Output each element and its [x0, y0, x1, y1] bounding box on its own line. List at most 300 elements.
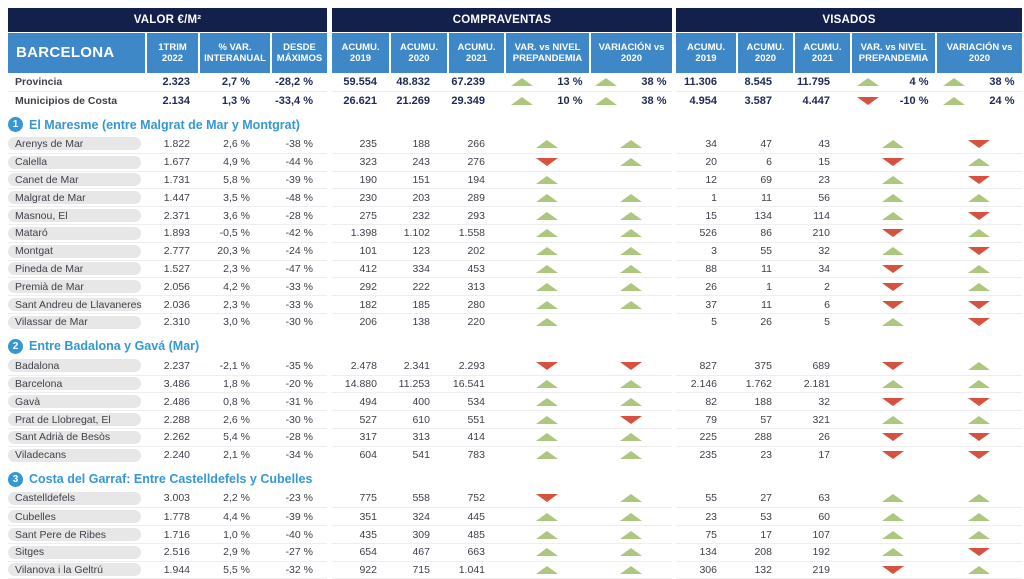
triangle-up-icon — [882, 513, 904, 521]
triangle-up-icon — [536, 433, 558, 441]
table-row — [0, 561, 1024, 579]
compraventas-cell: 203 — [412, 191, 430, 204]
table-row — [0, 507, 1024, 525]
valor-cell: 2.486 — [163, 395, 190, 408]
row-group — [8, 153, 327, 171]
indicator-value: 10 % — [557, 94, 583, 107]
column-header: ACUMU. 2019 — [341, 41, 380, 64]
municipality-name — [8, 544, 145, 561]
compraventas-cell: 414 — [467, 431, 485, 444]
valor-cell: 1.778 — [163, 510, 190, 523]
section-number-badge: 2 — [8, 339, 23, 354]
cv-prepandemia-indicator — [504, 490, 589, 508]
valor-cell: -34 % — [285, 449, 313, 462]
row-group — [8, 135, 327, 153]
vis-prepandemia-indicator — [850, 562, 935, 578]
visados-cell: 134 — [754, 209, 772, 222]
visados-cell: 23 — [760, 449, 772, 462]
name-pill — [8, 191, 141, 204]
visados-cell: 43 — [818, 137, 830, 150]
valor-cell: -33 % — [285, 280, 313, 293]
visados-cell: 34 — [818, 262, 830, 275]
section-title: Entre Badalona y Gavá (Mar) — [29, 339, 200, 354]
triangle-down-icon — [536, 158, 558, 166]
vis-var2020-indicator — [935, 135, 1022, 153]
name-pill — [8, 137, 141, 150]
cv-prepandemia-indicator — [504, 376, 589, 393]
compraventas-cell: 59.554 — [343, 76, 377, 88]
triangle-up-icon — [882, 194, 904, 202]
valor-cell: 3,0 % — [223, 316, 250, 329]
triangle-up-icon — [943, 97, 965, 105]
cv-var2020-indicator — [589, 526, 672, 543]
visados-cell: 210 — [812, 227, 830, 240]
visados-cell: 321 — [812, 413, 830, 426]
name-pill — [8, 510, 141, 523]
compraventas-cell: 324 — [412, 510, 430, 523]
triangle-up-icon — [882, 548, 904, 556]
visados-cell: 5 — [824, 316, 830, 329]
column-header: % VAR. INTERANUAL — [198, 33, 270, 73]
vis-prepandemia-indicator — [850, 207, 935, 224]
valor-cell: 2,1 % — [223, 449, 250, 462]
compraventas-cell: 276 — [467, 156, 485, 169]
compraventas-cell: 21.269 — [396, 94, 430, 107]
name-pill — [8, 413, 141, 426]
municipality-name — [8, 189, 145, 206]
compraventas-cell: 190 — [359, 173, 377, 186]
valor-cell: -32 % — [285, 563, 313, 576]
table-row — [0, 410, 1024, 428]
compraventas-cell: 222 — [412, 280, 430, 293]
cv-var2020-indicator — [589, 154, 672, 171]
row-group — [676, 153, 1022, 171]
municipality-name — [8, 92, 145, 109]
vis-prepandemia-indicator — [850, 261, 935, 278]
triangle-up-icon — [620, 380, 642, 388]
vis-prepandemia-indicator — [850, 278, 935, 295]
compraventas-cell: 313 — [467, 280, 485, 293]
triangle-up-icon — [536, 416, 558, 424]
valor-cell: 3.003 — [163, 492, 190, 505]
row-group — [332, 313, 672, 331]
row-group — [8, 73, 327, 91]
triangle-up-icon — [857, 78, 879, 86]
vis-var2020-indicator — [935, 357, 1022, 375]
cv-var2020-indicator — [589, 562, 672, 578]
compraventas-cell: 435 — [359, 528, 377, 541]
municipality-name — [8, 135, 145, 153]
visados-cell: 526 — [699, 227, 717, 240]
triangle-down-icon — [882, 433, 904, 441]
triangle-down-icon — [968, 318, 990, 326]
municipality-name — [8, 357, 145, 375]
table-row — [0, 490, 1024, 508]
name-text: Gavà — [15, 395, 41, 408]
name-pill — [8, 377, 141, 390]
vis-var2020-indicator — [935, 490, 1022, 508]
vis-prepandemia-indicator — [850, 314, 935, 331]
name-text: Viladecans — [15, 449, 67, 462]
row-group — [332, 277, 672, 295]
name-text: Provincia — [15, 76, 63, 88]
compraventas-cell: 551 — [467, 413, 485, 426]
visados-cell: 2.181 — [803, 377, 830, 390]
compraventas-cell: 400 — [412, 395, 430, 408]
compraventas-cell: 101 — [359, 245, 377, 258]
name-pill — [8, 431, 141, 444]
visados-cell: 86 — [760, 227, 772, 240]
column-header: VAR. vs NIVEL PREPANDEMIA — [850, 33, 935, 73]
row-group — [8, 561, 327, 579]
row-group — [676, 375, 1022, 393]
compraventas-cell: 2.341 — [403, 359, 430, 372]
cv-prepandemia-indicator — [504, 73, 589, 91]
municipality-name — [8, 376, 145, 393]
triangle-down-icon — [857, 97, 879, 105]
row-group — [332, 561, 672, 579]
valor-cell: 1.822 — [163, 137, 190, 150]
cv-prepandemia-indicator — [504, 261, 589, 278]
row-group — [676, 188, 1022, 206]
triangle-down-icon — [968, 451, 990, 459]
triangle-up-icon — [536, 194, 558, 202]
name-pill — [8, 156, 141, 169]
vis-var2020-indicator — [935, 314, 1022, 331]
name-text: Municipios de Costa — [15, 94, 118, 107]
compraventas-cell: 266 — [467, 137, 485, 150]
vis-var2020-indicator — [935, 189, 1022, 206]
visados-cell: 27 — [760, 492, 772, 505]
vis-var2020-indicator — [935, 73, 1022, 91]
valor-cell: -33 % — [285, 298, 313, 311]
valor-cell: 1.944 — [163, 563, 190, 576]
cv-var2020-indicator — [589, 296, 672, 313]
name-pill — [8, 280, 141, 293]
row-group — [676, 206, 1022, 224]
visados-cell: 6 — [824, 298, 830, 311]
row-group — [676, 561, 1022, 579]
row-group — [8, 375, 327, 393]
vis-var2020-indicator — [935, 261, 1022, 278]
compraventas-cell: 485 — [467, 528, 485, 541]
visados-cell: 56 — [818, 191, 830, 204]
vis-var2020-indicator — [935, 429, 1022, 446]
row-group — [332, 260, 672, 278]
compraventas-cell: 323 — [359, 156, 377, 169]
compraventas-cell: 317 — [359, 431, 377, 444]
name-text: Cubelles — [15, 510, 56, 523]
cv-var2020-indicator — [589, 172, 672, 189]
table-row — [0, 260, 1024, 278]
vis-prepandemia-indicator — [850, 172, 935, 189]
triangle-down-icon — [968, 398, 990, 406]
cv-prepandemia-indicator — [504, 207, 589, 224]
visados-cell: 306 — [699, 563, 717, 576]
visados-cell: 34 — [705, 137, 717, 150]
triangle-up-icon — [536, 176, 558, 184]
visados-cell: 75 — [705, 528, 717, 541]
valor-cell: 2.036 — [163, 298, 190, 311]
valor-cell: 2.777 — [163, 245, 190, 258]
name-text: Badalona — [15, 359, 60, 372]
cv-var2020-indicator — [589, 544, 672, 561]
vis-var2020-indicator — [935, 508, 1022, 525]
visados-cell: 1.762 — [745, 377, 772, 390]
cv-prepandemia-indicator — [504, 243, 589, 260]
triangle-up-icon — [620, 548, 642, 556]
triangle-up-icon — [882, 212, 904, 220]
visados-cell: 32 — [818, 245, 830, 258]
visados-cell: 6 — [766, 156, 772, 169]
visados-cell: 15 — [818, 156, 830, 169]
compraventas-cell: 243 — [412, 156, 430, 169]
vis-prepandemia-indicator — [850, 376, 935, 393]
vis-prepandemia-indicator — [850, 92, 935, 109]
compraventas-cell: 412 — [359, 262, 377, 275]
vis-prepandemia-indicator — [850, 225, 935, 242]
row-group — [676, 242, 1022, 260]
row-group — [8, 410, 327, 428]
indicator-value: 24 % — [989, 94, 1015, 107]
indicator-value: -10 % — [899, 94, 929, 107]
triangle-down-icon — [882, 158, 904, 166]
cv-prepandemia-indicator — [504, 189, 589, 206]
row-group — [332, 490, 672, 508]
compraventas-cell: 445 — [467, 510, 485, 523]
valor-cell: -30 % — [285, 413, 313, 426]
row-group — [332, 153, 672, 171]
vis-prepandemia-indicator — [850, 411, 935, 428]
row-group — [332, 135, 672, 153]
triangle-up-icon — [968, 494, 990, 502]
triangle-up-icon — [882, 247, 904, 255]
compraventas-cell: 494 — [359, 395, 377, 408]
row-group — [676, 91, 1022, 109]
valor-cell: 20,3 % — [217, 245, 250, 258]
cv-var2020-indicator — [589, 447, 672, 464]
valor-cell: -28 % — [285, 209, 313, 222]
triangle-up-icon — [595, 78, 617, 86]
visados-cell: 26 — [818, 431, 830, 444]
municipality-name — [8, 243, 145, 260]
valor-cell: -40 % — [285, 528, 313, 541]
valor-cell: -23 % — [285, 492, 313, 505]
compraventas-cell: 151 — [412, 173, 430, 186]
name-text: Vilanova i la Geltrú — [15, 563, 103, 576]
visados-cell: 60 — [818, 510, 830, 523]
valor-cell: 2,9 % — [223, 546, 250, 559]
table-row — [0, 392, 1024, 410]
valor-cell: 2,3 % — [223, 298, 250, 311]
valor-cell: -48 % — [285, 191, 313, 204]
triangle-up-icon — [536, 301, 558, 309]
vis-prepandemia-indicator — [850, 544, 935, 561]
triangle-down-icon — [968, 176, 990, 184]
triangle-up-icon — [620, 513, 642, 521]
valor-cell: 2.262 — [163, 431, 190, 444]
compraventas-cell: 185 — [412, 298, 430, 311]
compraventas-cell: 922 — [359, 563, 377, 576]
visados-cell: 55 — [760, 245, 772, 258]
triangle-down-icon — [882, 362, 904, 370]
row-group — [332, 410, 672, 428]
compraventas-cell: 610 — [412, 413, 430, 426]
visados-cell: 114 — [813, 209, 830, 222]
triangle-up-icon — [968, 194, 990, 202]
column-header: VARIACIÓN vs 2020 — [935, 33, 1022, 73]
row-group — [8, 91, 327, 109]
visados-cell: 20 — [705, 156, 717, 169]
valor-cell: 0,8 % — [223, 395, 250, 408]
name-pill — [8, 209, 141, 222]
compraventas-cell: 280 — [467, 298, 485, 311]
visados-cell: 82 — [705, 395, 717, 408]
row-group — [332, 224, 672, 242]
triangle-up-icon — [620, 566, 642, 574]
table-row — [0, 135, 1024, 153]
compraventas-cell: 1.398 — [350, 227, 377, 240]
table-body — [0, 73, 1024, 579]
name-text: Arenys de Mar — [15, 137, 84, 150]
row-group — [332, 206, 672, 224]
section-header — [8, 336, 1024, 357]
compraventas-cell: 202 — [467, 245, 485, 258]
triangle-up-icon — [882, 494, 904, 502]
cv-prepandemia-indicator — [504, 172, 589, 189]
valor-cell: -0,5 % — [219, 227, 250, 240]
visados-cell: 63 — [818, 492, 830, 505]
compraventas-cell: 16.541 — [452, 377, 485, 390]
valor-cell: 2,6 % — [223, 413, 250, 426]
triangle-up-icon — [536, 283, 558, 291]
compraventas-cell: 1.558 — [458, 227, 485, 240]
row-group — [332, 525, 672, 543]
name-text: Prat de Llobregat, El — [15, 413, 111, 426]
compraventas-cell: 194 — [467, 173, 485, 186]
triangle-up-icon — [620, 247, 642, 255]
compraventas-cell: 220 — [467, 316, 485, 329]
vis-prepandemia-indicator — [850, 447, 935, 464]
cv-prepandemia-indicator — [504, 447, 589, 464]
cv-var2020-indicator — [589, 490, 672, 508]
section-header — [8, 469, 1024, 490]
row-group — [676, 224, 1022, 242]
triangle-up-icon — [620, 158, 642, 166]
valor-cell: 1,3 % — [221, 94, 250, 107]
visados-cell: 3.587 — [744, 94, 772, 107]
vis-prepandemia-indicator — [850, 429, 935, 446]
cv-prepandemia-indicator — [504, 278, 589, 295]
indicator-value: 38 % — [641, 76, 667, 88]
table-row — [0, 295, 1024, 313]
valor-cell: 2.516 — [163, 546, 190, 559]
valor-cell: 1.677 — [163, 156, 190, 169]
row-group — [8, 295, 327, 313]
vis-var2020-indicator — [935, 225, 1022, 242]
name-pill — [8, 395, 141, 408]
triangle-up-icon — [536, 398, 558, 406]
visados-cell: 11.795 — [796, 76, 830, 88]
row-group — [332, 242, 672, 260]
triangle-up-icon — [620, 194, 642, 202]
compraventas-cell: 604 — [359, 449, 377, 462]
vis-prepandemia-indicator — [850, 296, 935, 313]
name-pill — [8, 262, 141, 275]
name-pill — [8, 227, 141, 240]
triangle-down-icon — [536, 494, 558, 502]
visados-cell: 32 — [818, 395, 830, 408]
name-text: Castelldefels — [15, 492, 76, 505]
triangle-down-icon — [620, 416, 642, 424]
row-group — [332, 357, 672, 375]
valor-cell: 3,6 % — [223, 209, 250, 222]
visados-cell: 55 — [705, 492, 717, 505]
valor-cell: -31 % — [285, 395, 313, 408]
valor-cell: -27 % — [285, 546, 313, 559]
vis-var2020-indicator — [935, 92, 1022, 109]
visados-cell: 79 — [705, 413, 717, 426]
valor-cell: 1.716 — [163, 528, 190, 541]
triangle-up-icon — [536, 212, 558, 220]
vis-var2020-indicator — [935, 243, 1022, 260]
visados-cell: 132 — [754, 563, 772, 576]
compraventas-cell: 309 — [412, 528, 430, 541]
row-group — [8, 357, 327, 375]
triangle-up-icon — [536, 318, 558, 326]
visados-cell: 57 — [760, 413, 772, 426]
cv-var2020-indicator — [589, 508, 672, 525]
triangle-down-icon — [882, 265, 904, 273]
municipality-name — [8, 447, 145, 464]
visados-cell: 11 — [761, 262, 772, 275]
vis-var2020-indicator — [935, 411, 1022, 428]
valor-cell: 2,3 % — [223, 262, 250, 275]
table-row — [0, 91, 1024, 109]
row-group — [332, 91, 672, 109]
name-text: Canet de Mar — [15, 173, 79, 186]
name-text: Premià de Mar — [15, 280, 84, 293]
valor-cell: 3,5 % — [223, 191, 250, 204]
valor-cell: -39 % — [285, 510, 313, 523]
compraventas-cell: 351 — [359, 510, 377, 523]
row-group — [332, 428, 672, 446]
table-row — [0, 242, 1024, 260]
cv-prepandemia-indicator — [504, 544, 589, 561]
column-header: 1TRIM 2022 — [145, 33, 198, 73]
triangle-down-icon — [968, 301, 990, 309]
compraventas-cell: 783 — [467, 449, 485, 462]
valor-cell: 1.893 — [163, 227, 190, 240]
column-header: ACUMU. 2021 — [447, 33, 504, 73]
row-group — [676, 490, 1022, 508]
triangle-down-icon — [882, 451, 904, 459]
name-text: Malgrat de Mar — [15, 191, 86, 204]
triangle-up-icon — [620, 494, 642, 502]
compraventas-cell: 752 — [467, 492, 485, 505]
section-number-badge: 1 — [8, 117, 23, 132]
valor-cell: 2.371 — [163, 209, 190, 222]
visados-cell: 53 — [760, 510, 772, 523]
row-group — [676, 507, 1022, 525]
valor-cell: 5,5 % — [223, 563, 250, 576]
row-group — [676, 313, 1022, 331]
row-group — [8, 188, 327, 206]
triangle-up-icon — [968, 416, 990, 424]
triangle-up-icon — [620, 451, 642, 459]
visados-cell: 15 — [705, 209, 717, 222]
row-group — [676, 543, 1022, 561]
